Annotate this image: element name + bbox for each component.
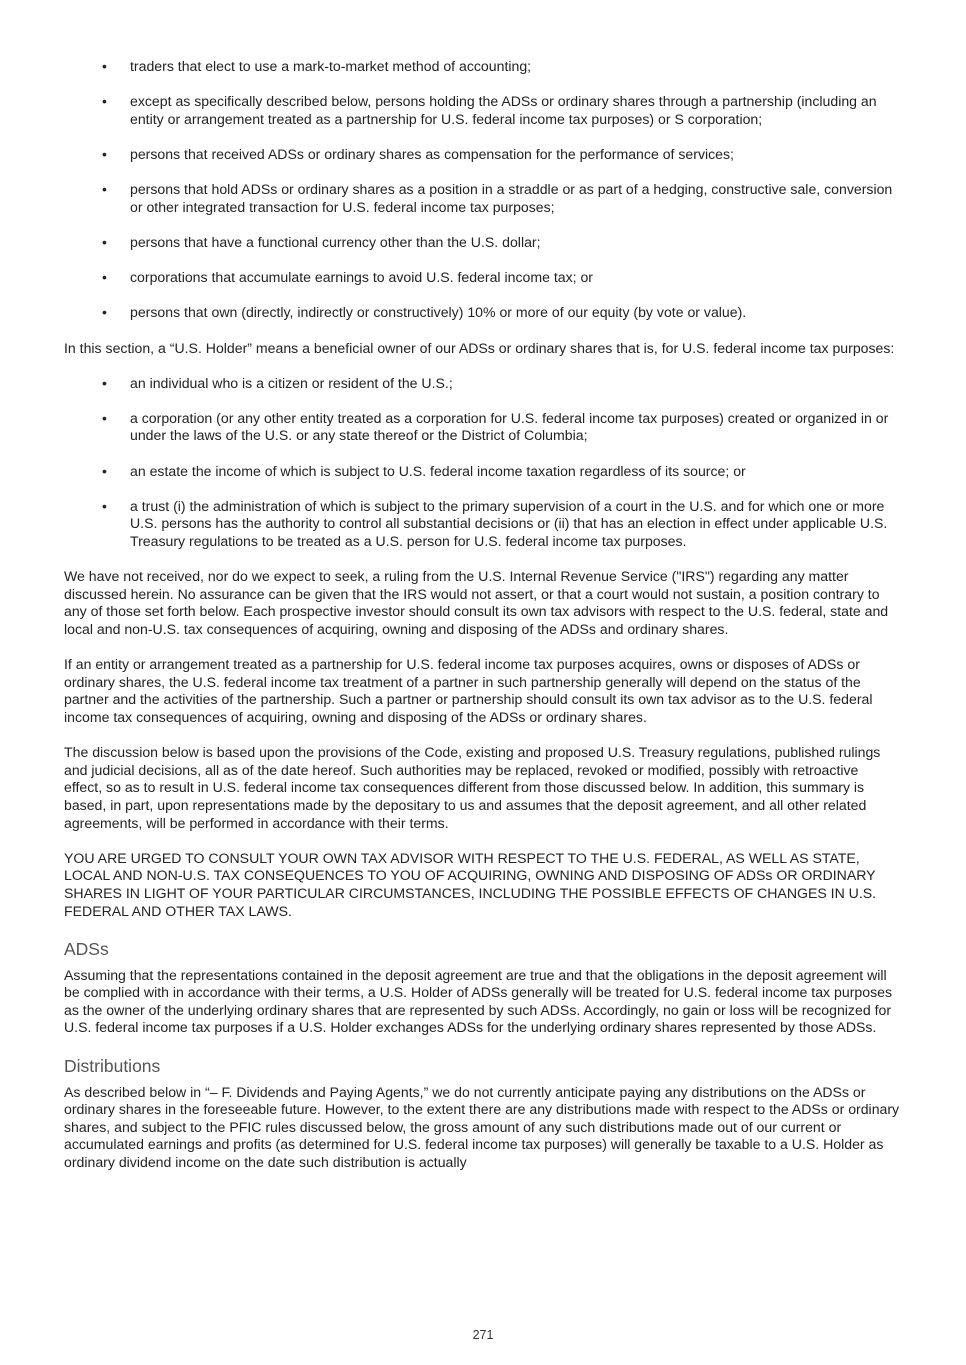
list-item: • persons that hold ADSs or ordinary shares as a position in a straddle or as part of a hedging, constructive sale, conversion or other integrated transaction for U.S. federal income tax purposes; bbox=[102, 181, 893, 215]
list-item: • persons that have a functional currency other than the U.S. dollar; bbox=[102, 233, 541, 250]
bullet-icon: • bbox=[102, 497, 107, 514]
bullet-icon: • bbox=[102, 409, 107, 426]
bullet-icon: • bbox=[102, 374, 107, 391]
bullet-icon: • bbox=[102, 145, 107, 162]
list-item: • corporations that accumulate earnings to avoid U.S. federal income tax; or bbox=[102, 269, 593, 286]
basis-paragraph: The discussion below is based upon the provisions of the Code, existing and proposed U.S. Treasury regulations, published rulings and judicial decisions, all as of the date hereof. Such authorities may be replaced, revoked or modified, possibly with retroactive effect, so as to result in U.S. federal income tax consequences different from those discussed below. In addition, this summary is based, in part, upon representations made by the depositary to us and assumes that the deposit agreement, and all other related agreements, will be performed in accordance with their terms. bbox=[64, 744, 881, 831]
adss-paragraph: Assuming that the representations contained in the deposit agreement are true and that the obligations in the deposit agreement will be complied with in accordance with their terms, a U.S. Holder of ADSs generally will be treated for U.S. federal income tax purposes as the owner of the underlying ordinary shares that are represented by such ADSs. Accordingly, no gain or loss will be recognized for U.S. federal income tax purposes if a U.S. Holder exchanges ADSs for the underlying ordinary shares represented by those ADSs. bbox=[64, 966, 893, 1036]
us-holder-definition: In this section, a “U.S. Holder” means a beneficial owner of our ADSs or ordinary shares that is, for U.S. federal income tax purposes: bbox=[64, 339, 895, 356]
list-item: • persons that own (directly, indirectly or constructively) 10% or more of our equity (by vote or value). bbox=[102, 304, 747, 321]
bullet-icon: • bbox=[102, 304, 107, 321]
distributions-heading: Distributions bbox=[64, 1055, 161, 1076]
list-item: • a corporation (or any other entity treated as a corporation for U.S. federal income tax purposes) created or organized in or under the laws of the U.S. or any state thereof or the District of Columbia; bbox=[102, 409, 889, 444]
adss-heading: ADSs bbox=[64, 938, 109, 959]
list-item: • an individual who is a citizen or resident of the U.S.; bbox=[102, 374, 453, 391]
list-item: • an estate the income of which is subject to U.S. federal income taxation regardless of its source; or bbox=[102, 462, 746, 479]
distributions-paragraph: As described below in “– F. Dividends and Paying Agents,” we do not currently anticipate paying any distributions on the ADSs or ordinary shares in the foreseeable future. However, to the extent there are any distributions made with respect to the ADSs or ordinary shares, and subject to the PFIC rules discussed below, the gross amount of any such distributions made out of our current or accumulated earnings and profits (as determined for U.S. federal income tax purposes) will generally be taxable to a U.S. Holder as ordinary dividend income on the date such distribution is actually bbox=[64, 1083, 900, 1171]
bullet-icon: • bbox=[102, 233, 107, 250]
bullet-icon: • bbox=[102, 58, 107, 74]
bullet-icon: • bbox=[102, 462, 107, 479]
advisory-notice: YOU ARE URGED TO CONSULT YOUR OWN TAX ADVISOR WITH RESPECT TO THE U.S. FEDERAL, AS WELL AS STATE, LOCAL AND NON-U.S. TAX CONSEQUENCES TO YOU OF ACQUIRING, OWNING AND DISPOSING OF ADSs OR ORDINARY SHARES IN LIGHT OF YOUR PARTICULAR CIRCUMSTANCES, INCLUDING THE POSSIBLE EFFECTS OF CHANGES IN U.S. FEDERAL AND OTHER TAX LAWS. bbox=[64, 849, 877, 919]
document-page bbox=[64, 58, 900, 1189]
excluded-holders-list bbox=[64, 58, 900, 322]
list-item: • a trust (i) the administration of which is subject to the primary supervision of a court in the U.S. and for which one or more U.S. persons has the authority to control all substantial decisions or (ii) that has an election in effect under applicable U.S. Treasury regulations to be treated as a U.S. person for U.S. federal income tax purposes. bbox=[102, 497, 888, 550]
bullet-icon: • bbox=[102, 93, 107, 110]
us-holder-list bbox=[64, 375, 900, 551]
list-item: • traders that elect to use a mark-to-market method of accounting; bbox=[102, 58, 532, 74]
list-item: • except as specifically described below, persons holding the ADSs or ordinary shares through a partnership (including an entity or arrangement treated as a partnership for U.S. federal income tax purposes) or S corporation; bbox=[102, 93, 877, 127]
bullet-icon: • bbox=[102, 181, 107, 198]
page-number: 271 bbox=[472, 1328, 494, 1342]
bullet-icon: • bbox=[102, 269, 107, 286]
irs-ruling-paragraph: We have not received, nor do we expect to seek, a ruling from the U.S. Internal Revenue Service ("IRS") regarding any matter discussed herein. No assurance can be given that the IRS would not assert, or that a court would not sustain, a position contrary to any of those set forth below. Each prospective investor should consult its own tax advisors with respect to the U.S. federal, state and local and non-U.S. tax consequences of acquiring, owning and disposing of the ADSs and ordinary shares. bbox=[64, 568, 889, 637]
partnership-paragraph: If an entity or arrangement treated as a partnership for U.S. federal income tax purposes acquires, owns or disposes of ADSs or ordinary shares, the U.S. federal income tax treatment of a partner in such partnership generally will depend on the status of the partner and the activities of the partnership. Such a partner or partnership should consult its own tax advisor as to the U.S. federal income tax consequences of acquiring, owning and disposing of the ADSs or ordinary shares. bbox=[64, 656, 873, 725]
list-item: • persons that received ADSs or ordinary shares as compensation for the performance of services; bbox=[102, 145, 734, 162]
